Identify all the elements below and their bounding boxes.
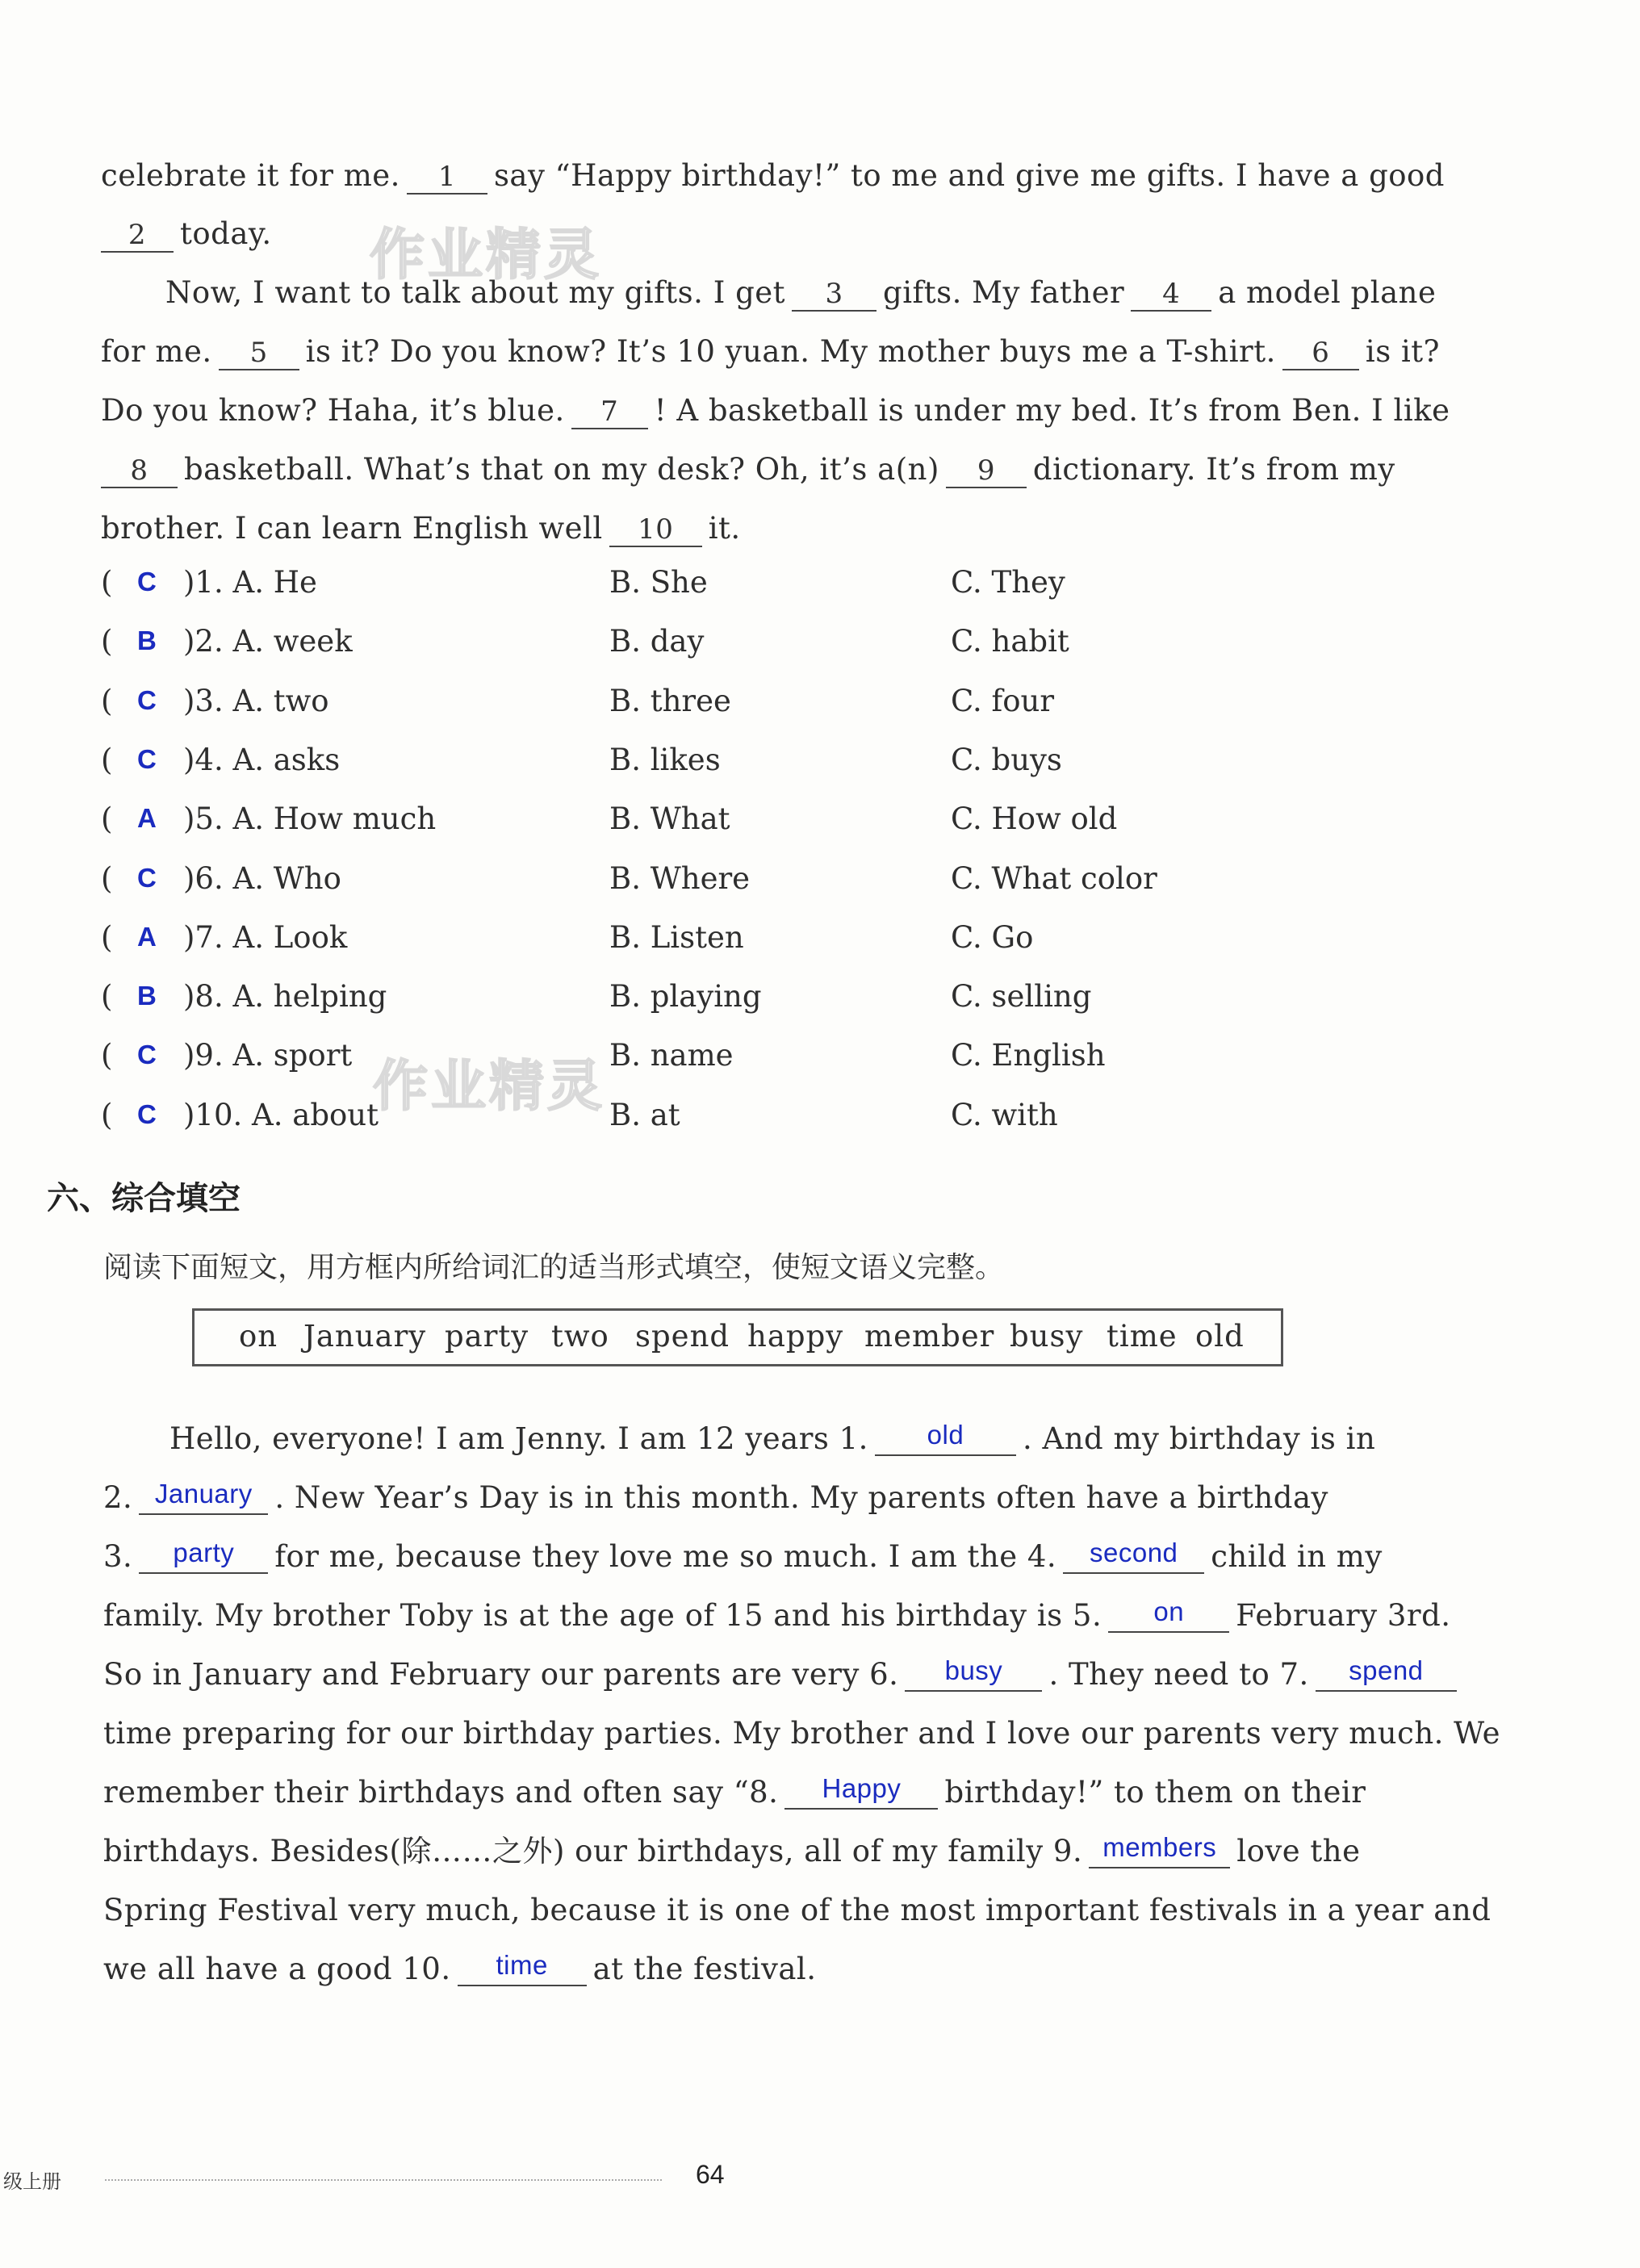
option-c: C. selling [951,979,1092,1015]
passage2-line9: Spring Festival very much, because it is one of the most important festivals in a year and [103,1893,1491,1927]
paren-open: ( [101,565,113,600]
option-c: C. habit [951,624,1069,659]
blank-3: 3 [792,278,876,312]
option-c: C. What color [951,860,1157,896]
question-row [101,861,1312,910]
answer-4: second [1063,1537,1204,1574]
answer-choice: C [137,1098,157,1129]
option-a: )3. A. two [183,683,329,718]
passage2-line8: birthdays. Besides(除……之外) our birthdays, all of my family 9. members love the [103,1832,1361,1868]
option-b: B. Where [609,860,751,896]
paren-open: ( [101,742,113,777]
word-bank [192,1308,1283,1366]
passage2-line4: family. My brother Toby is at the age of 15 and his birthday is 5. on February 3rd. [103,1596,1451,1633]
blank-5: 5 [219,337,299,370]
answer-choice: C [137,862,157,893]
passage1-line2: 2 today. [101,214,1376,254]
passage2-line6: time preparing for our birthday parties. My brother and I love our parents very much. We [103,1716,1501,1751]
paren-open: ( [101,860,113,896]
question-row [101,743,1312,791]
word-bank-item: old [1195,1319,1245,1354]
word-bank-item: busy [1010,1319,1084,1354]
passage1-line4: for me. 5 is it? Do you know? It’s 10 yuan. My mother buys me a T-shirt. 6 is it? [101,334,1440,369]
question-row [101,1098,1312,1146]
option-a: )4. A. asks [183,742,341,777]
answer-choice: B [137,981,157,1011]
blank-4: 4 [1131,278,1211,312]
word-bank-item: spend [635,1319,730,1354]
answer-8: Happy [784,1772,938,1810]
answer-choice: C [137,567,157,596]
option-b: B. She [609,565,708,600]
option-a: )8. A. helping [183,979,387,1015]
answer-choice: C [137,743,157,774]
word-bank-item: member [864,1319,995,1354]
option-c: C. They [951,565,1065,600]
answer-choice: C [137,684,157,715]
question-row [101,684,1312,732]
blank-9: 9 [946,454,1027,488]
footer-grade-label: 级上册 [3,2170,61,2193]
passage1-line3: Now, I want to talk about my gifts. I get 3 gifts. My father 4 a model plane [165,275,1437,310]
question-row [101,979,1312,1027]
word-bank-item: party [445,1319,529,1354]
word-bank-item: two [551,1319,609,1354]
option-a: )7. A. Look [183,919,348,955]
word-bank-item: on [239,1319,278,1354]
paren-open: ( [101,919,113,955]
passage2-line3: 3. party for me, because they love me so much. I am the 4. second child in my [103,1538,1383,1574]
page-number: 64 [696,2160,725,2189]
answer-2: January [139,1478,268,1515]
answer-5: on [1108,1596,1229,1633]
answer-6: busy [905,1655,1042,1692]
answer-3: party [139,1537,268,1574]
watermark: 作业精灵 [370,224,603,287]
passage1-line6: 8 basketball. What’s that on my desk? Oh, it’s a(n) 9 dictionary. It’s from my [101,450,1376,490]
passage1-line5: Do you know? Haha, it’s blue. 7 ! A basketball is under my bed. It’s from Ben. I like [101,393,1450,428]
option-c: C. four [951,683,1055,718]
blank-10: 10 [609,513,702,547]
word-bank-item: January [303,1319,427,1354]
option-a: )2. A. week [183,624,353,659]
section-instruction: 阅读下面短文，用方框内所给词汇的适当形式填空，使短文语义完整。 [103,1251,1005,1284]
option-b: B. day [609,624,705,659]
blank-2: 2 [101,219,174,253]
passage1-line1: celebrate it for me. 1 say “Happy birthday!” to me and give me gifts. I have a good [101,158,1445,193]
paren-open: ( [101,624,113,659]
option-c: C. Go [951,919,1034,955]
option-b: B. three [609,683,731,718]
question-row [101,565,1312,613]
word-bank-item: time [1107,1319,1178,1354]
blank-6: 6 [1282,337,1359,370]
passage1-line7: brother. I can learn English well 10 it. [101,511,741,546]
question-row [101,1038,1312,1086]
option-b: B. at [609,1097,680,1132]
blank-8: 8 [101,454,178,488]
option-b: B. name [609,1038,734,1073]
question-row [101,801,1312,850]
option-a: )1. A. He [183,565,317,600]
option-c: C. buys [951,742,1062,777]
passage2-line5: So in January and February our parents are very 6. busy . They need to 7. spend [103,1655,1379,1697]
answer-choice: B [137,626,157,656]
paren-open: ( [101,801,113,837]
option-b: B. Listen [609,919,744,955]
passage2-line7: remember their birthdays and often say “8. Happy birthday!” to them on their [103,1773,1366,1810]
answer-9: members [1089,1831,1230,1868]
paren-open: ( [101,1038,113,1073]
option-c: C. with [951,1097,1058,1132]
passage2-line1: Hello, everyone! I am Jenny. I am 12 years 1. old . And my birthday is in [169,1420,1376,1456]
option-a: )10. A. about [183,1097,379,1132]
option-a: )5. A. How much [183,801,437,837]
answer-10: time [458,1949,587,1986]
paren-open: ( [101,1097,113,1132]
question-row [101,920,1312,969]
option-b: B. likes [609,742,721,777]
word-bank-item: happy [747,1319,844,1354]
answer-1: old [875,1419,1016,1456]
blank-1: 1 [407,161,487,195]
option-a: )9. A. sport [183,1038,353,1073]
blank-7: 7 [571,395,648,429]
section-title: 六、综合填空 [47,1180,241,1217]
passage2-line10: we all have a good 10. time at the festival. [103,1950,817,1986]
option-c: C. English [951,1038,1106,1073]
answer-choice: A [137,803,157,834]
option-b: B. playing [609,979,762,1015]
option-c: C. How old [951,801,1118,837]
paren-open: ( [101,979,113,1015]
answer-choice: A [137,921,157,952]
passage2-line2: 2. January . New Year’s Day is in this month. My parents often have a birthday [103,1479,1328,1515]
watermark: 作业精灵 [373,1055,606,1119]
question-row [101,624,1312,672]
answer-7: spend [1316,1655,1457,1692]
footer-divider [105,2179,662,2181]
answer-choice: C [137,1040,157,1070]
paren-open: ( [101,683,113,718]
option-a: )6. A. Who [183,860,341,896]
option-b: B. What [609,801,730,837]
